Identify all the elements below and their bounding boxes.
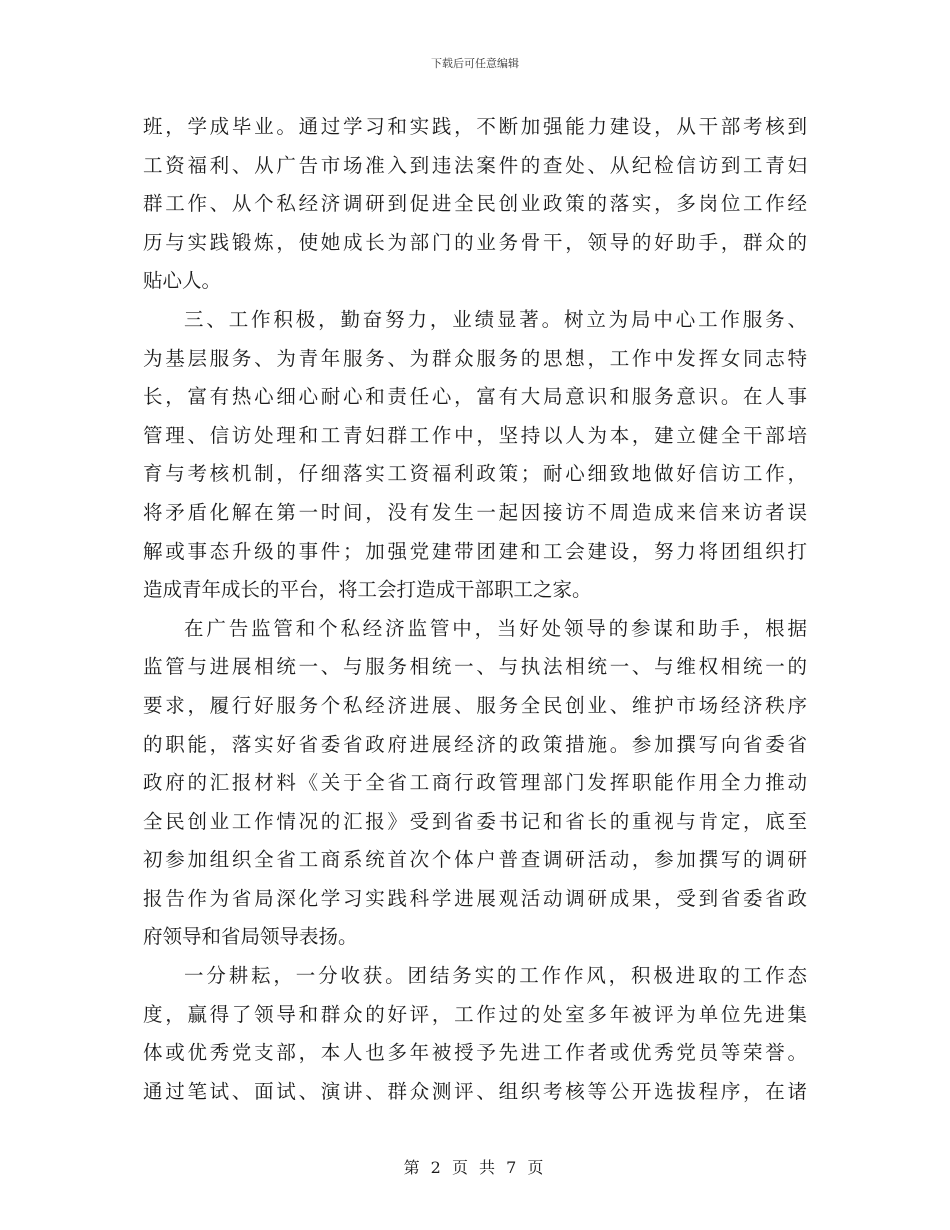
text-line: 报告作为省局深化学习实践科学进展观活动调研成果，受到省委省政 (143, 886, 807, 910)
page-header: 下载后可任意编辑 (431, 57, 519, 70)
text-line: 长，富有热心细心耐心和责任心，富有大局意识和服务意识。在人事 (143, 385, 807, 409)
text-line: 通过笔试、面试、演讲、群众测评、组织考核等公开选拔程序，在诸 (143, 1079, 807, 1103)
text-line: 体或优秀党支部，本人也多年被授予先进工作者或优秀党员等荣誉。 (143, 1041, 807, 1065)
text-line: 府领导和省局领导表扬。 (143, 925, 358, 949)
text-line: 初参加组织全省工商系统首次个体户普查调研活动，参加撰写的调研 (143, 848, 807, 872)
text-line: 的职能，落实好省委省政府进展经济的政策措施。参加撰写向省委省 (143, 732, 807, 756)
text-line: 群工作、从个私经济调研到促进全民创业政策的落实，多岗位工作经 (143, 192, 807, 216)
text-line: 工资福利、从广告市场准入到违法案件的查处、从纪检信访到工青妇 (143, 153, 807, 177)
text-line: 为基层服务、为青年服务、为群众服务的思想，工作中发挥女同志特 (143, 346, 807, 370)
text-line: 一分耕耘，一分收获。团结务实的工作作风，积极进取的工作态 (184, 964, 807, 988)
text-line: 全民创业工作情况的汇报》受到省委书记和省长的重视与肯定，底至 (143, 809, 807, 833)
text-line: 历与实践锻炼，使她成长为部门的业务骨干，领导的好助手，群众的 (143, 230, 807, 254)
text-line: 解或事态升级的事件；加强党建带团建和工会建设，努力将团组织打 (143, 539, 807, 563)
body-text (143, 108, 807, 1111)
text-line: 政府的汇报材料《关于全省工商行政管理部门发挥职能作用全力推动 (143, 771, 807, 795)
text-line: 育与考核机制，仔细落实工资福利政策；耐心细致地做好信访工作， (143, 462, 807, 486)
text-line: 造成青年成长的平台，将工会打造成干部职工之家。 (143, 578, 592, 602)
page-footer: 第 2 页 共 7 页 (403, 1158, 547, 1177)
text-line: 监管与进展相统一、与服务相统一、与执法相统一、与维权相统一的 (143, 655, 807, 679)
text-line: 度，赢得了领导和群众的好评，工作过的处室多年被评为单位先进集 (143, 1002, 807, 1026)
text-line: 班，学成毕业。通过学习和实践，不断加强能力建设，从干部考核到 (143, 115, 807, 138)
text-line: 三、工作积极，勤奋努力，业绩显著。树立为局中心工作服务、 (184, 307, 807, 331)
text-line: 在广告监管和个私经济监管中，当好处领导的参谋和助手，根据 (184, 616, 807, 640)
text-line: 贴心人。 (143, 269, 222, 293)
text-line: 要求，履行好服务个私经济进展、服务全民创业、维护市场经济秩序 (143, 693, 807, 717)
text-line: 将矛盾化解在第一时间，没有发生一起因接访不周造成来信来访者误 (143, 500, 807, 524)
text-line: 管理、信访处理和工青妇群工作中，坚持以人为本，建立健全干部培 (143, 423, 807, 447)
